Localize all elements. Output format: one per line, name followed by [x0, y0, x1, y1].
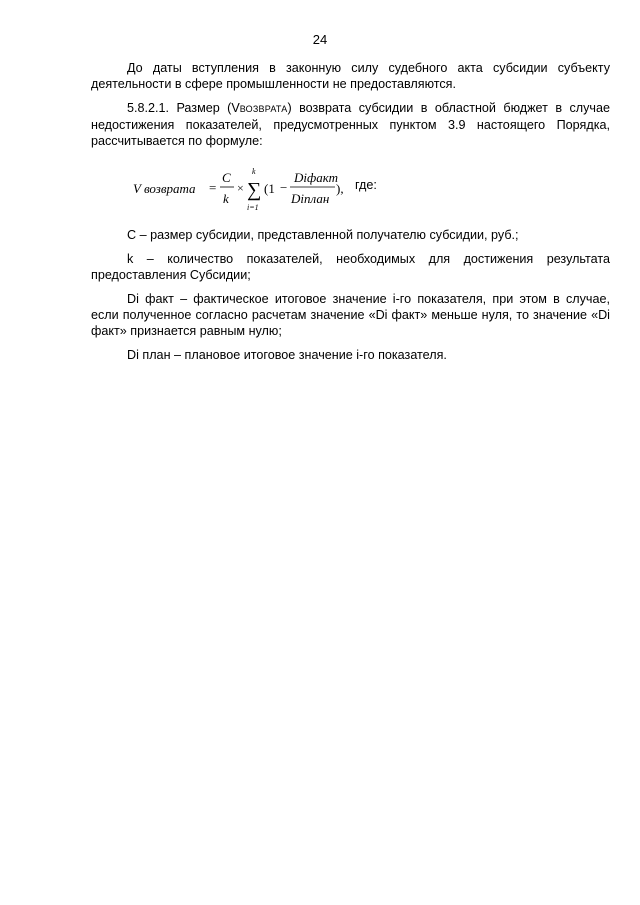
formula-sigma: ∑ — [247, 179, 262, 201]
paragraph-refund-size — [91, 100, 610, 149]
formula-minus: − — [280, 180, 288, 195]
formula-c: C — [222, 170, 231, 185]
formula-close: ), — [336, 181, 344, 196]
formula-times: × — [237, 181, 244, 195]
formula-k: k — [223, 191, 229, 206]
paragraph-court-act: До даты вступления в законную силу судебного акта субсидии субъекту деятельности в сфере промышленности не предоставляются. — [91, 61, 610, 91]
definition-c: С – размер субсидии, представленной получателю субсидии, руб.; — [127, 228, 519, 242]
formula-block — [91, 157, 610, 219]
formula-lhs: V возврата — [133, 181, 196, 196]
formula-sum-upper: k — [252, 167, 256, 176]
refund-size-suffix: ) возврата субсидии в областной бюджет в случае недостижения показателей, предусмотренных пунктом 3.9 настоящего Порядка, рассчитывается по формуле: — [91, 101, 610, 148]
formula-equals: = — [209, 180, 217, 195]
definition-di-fact: Di факт – фактическое итоговое значение i-го показателя, при этом в случае, если полученное согласно расчетам значение «Di факт» меньше нуля, то значение «Di факт» признается равным нулю; — [91, 292, 610, 338]
formula-di-fact: Diфакт — [294, 170, 339, 185]
refund-formula — [133, 159, 353, 215]
definition-di-plan: Di план – плановое итоговое значение i-го показателя. — [127, 348, 447, 362]
formula-where-label: где: — [355, 178, 377, 192]
refund-size-prefix: 5.8.2.1. Размер (V — [127, 101, 240, 115]
formula-open-paren: (1 — [264, 181, 275, 196]
document-body — [91, 60, 610, 371]
refund-subscript: ВОЗВРАТА — [239, 104, 288, 114]
page-number: 24 — [312, 32, 328, 47]
formula-sum-lower: i=1 — [247, 203, 259, 212]
definition-k: k – количество показателей, необходимых для достижения результата предоставления Субсидии; — [91, 252, 610, 282]
formula-di-plan: Diплан — [291, 191, 330, 206]
